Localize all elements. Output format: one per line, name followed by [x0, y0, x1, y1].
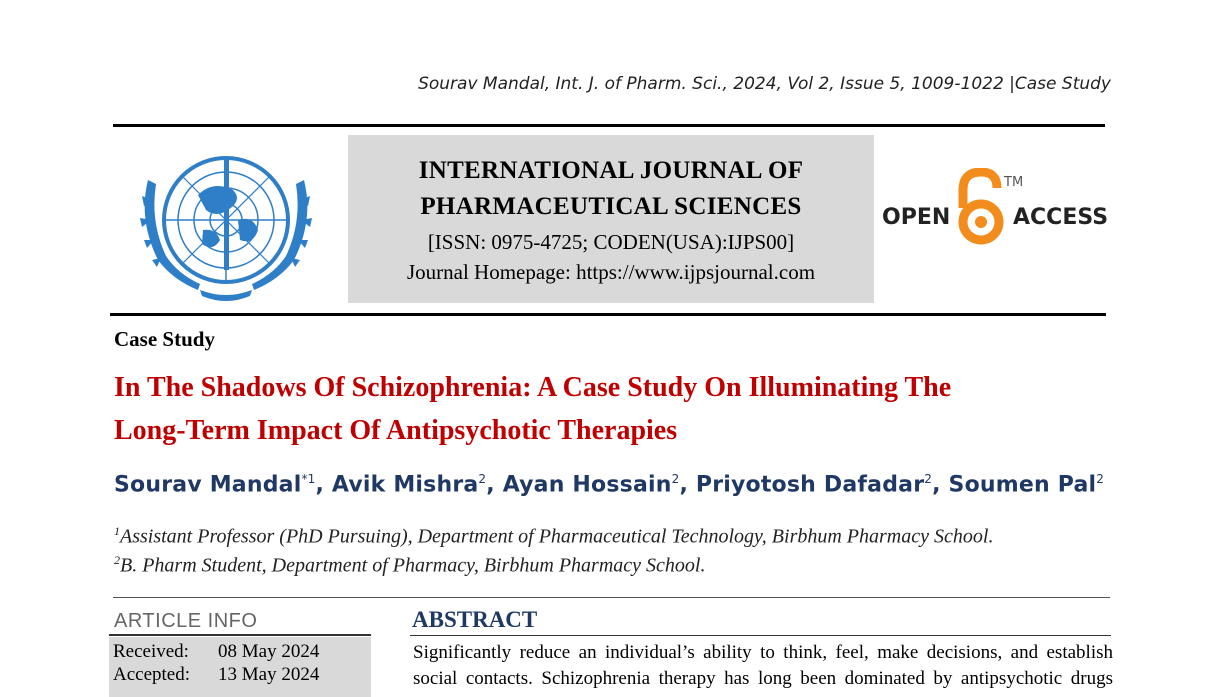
received-row — [113, 641, 319, 663]
affiliation-2: $^2$B. Pharm Student, Department of Pharmacy, Birbhum Pharmacy School. — [114, 553, 706, 577]
accepted-row — [113, 664, 319, 686]
affiliation-1: $^1$Assistant Professor (PhD Pursuing), Department of Pharmaceutical Technology, Birbhum Pharmacy School. — [114, 524, 994, 548]
abstract-line2: social contacts. Schizophrenia therapy has long been dominated by antipsychotic drugs — [413, 668, 1113, 689]
abstract-body — [413, 640, 1113, 692]
abstract-heading: ABSTRACT — [412, 607, 538, 632]
open-access-left-word: OPEN — [882, 205, 951, 230]
author-affiliation-marker: 2 — [478, 472, 487, 486]
author-list — [114, 472, 1104, 497]
header-top-rule — [113, 124, 1105, 127]
open-access-right-word: ACCESS — [1013, 205, 1108, 230]
journal-banner — [348, 135, 874, 303]
article-info-rule — [109, 634, 371, 636]
author-name: Sourav Mandal — [114, 472, 302, 498]
open-lock-icon — [963, 172, 999, 240]
author-affiliation-marker: 2 — [671, 472, 680, 486]
abstract-line1: Significantly reduce an individual’s ability to think, feel, make decisions, and establish — [413, 642, 1113, 663]
author-name: Priyotosh Dafadar — [695, 472, 925, 498]
author-separator: , — [486, 472, 503, 498]
journal-title-line2: PHARMACEUTICAL SCIENCES — [420, 193, 802, 220]
who-emblem-logo — [128, 140, 324, 304]
paper-title-line2: Long-Term Impact Of Antipsychotic Therapies — [114, 415, 678, 446]
article-info-panel — [109, 637, 371, 697]
author-separator: , — [679, 472, 696, 498]
journal-homepage[interactable]: Journal Homepage: https://www.ijpsjournal.com — [406, 260, 816, 284]
journal-title — [348, 153, 874, 225]
accepted-date: 13 May 2024 — [218, 664, 320, 685]
author-name: Ayan Hossain — [502, 472, 672, 498]
author-name: Soumen Pal — [948, 472, 1097, 498]
author-separator: , — [932, 472, 949, 498]
author-affiliation-marker: 2 — [924, 472, 933, 486]
journal-issn: [ISSN: 0975-4725; CODEN(USA):IJPS00] — [427, 230, 795, 254]
open-access-logo — [880, 168, 1108, 252]
article-info-heading: ARTICLE INFO — [114, 610, 258, 632]
affiliation-rule — [113, 597, 1110, 598]
paper-title-line1: In The Shadows Of Schizophrenia: A Case Study On Illuminating The — [114, 372, 952, 403]
received-date: 08 May 2024 — [218, 641, 320, 662]
running-head: Sourav Mandal, Int. J. of Pharm. Sci., 2024, Vol 2, Issue 5, 1009-1022 |Case Study — [418, 74, 1111, 94]
abstract-rule — [410, 635, 1111, 636]
open-access-tm: TM — [1004, 175, 1024, 190]
journal-title-line1: INTERNATIONAL JOURNAL OF — [418, 157, 804, 184]
author-affiliation-marker: 2 — [1096, 472, 1105, 486]
accepted-label: Accepted: — [113, 664, 191, 685]
paper-title — [114, 366, 1114, 452]
article-type: Case Study — [114, 327, 215, 351]
header-bottom-rule — [110, 313, 1106, 316]
received-label: Received: — [113, 641, 189, 662]
author-name: Avik Mishra — [331, 472, 479, 498]
author-affiliation-marker: *1 — [301, 472, 316, 486]
author-separator: , — [315, 472, 332, 498]
